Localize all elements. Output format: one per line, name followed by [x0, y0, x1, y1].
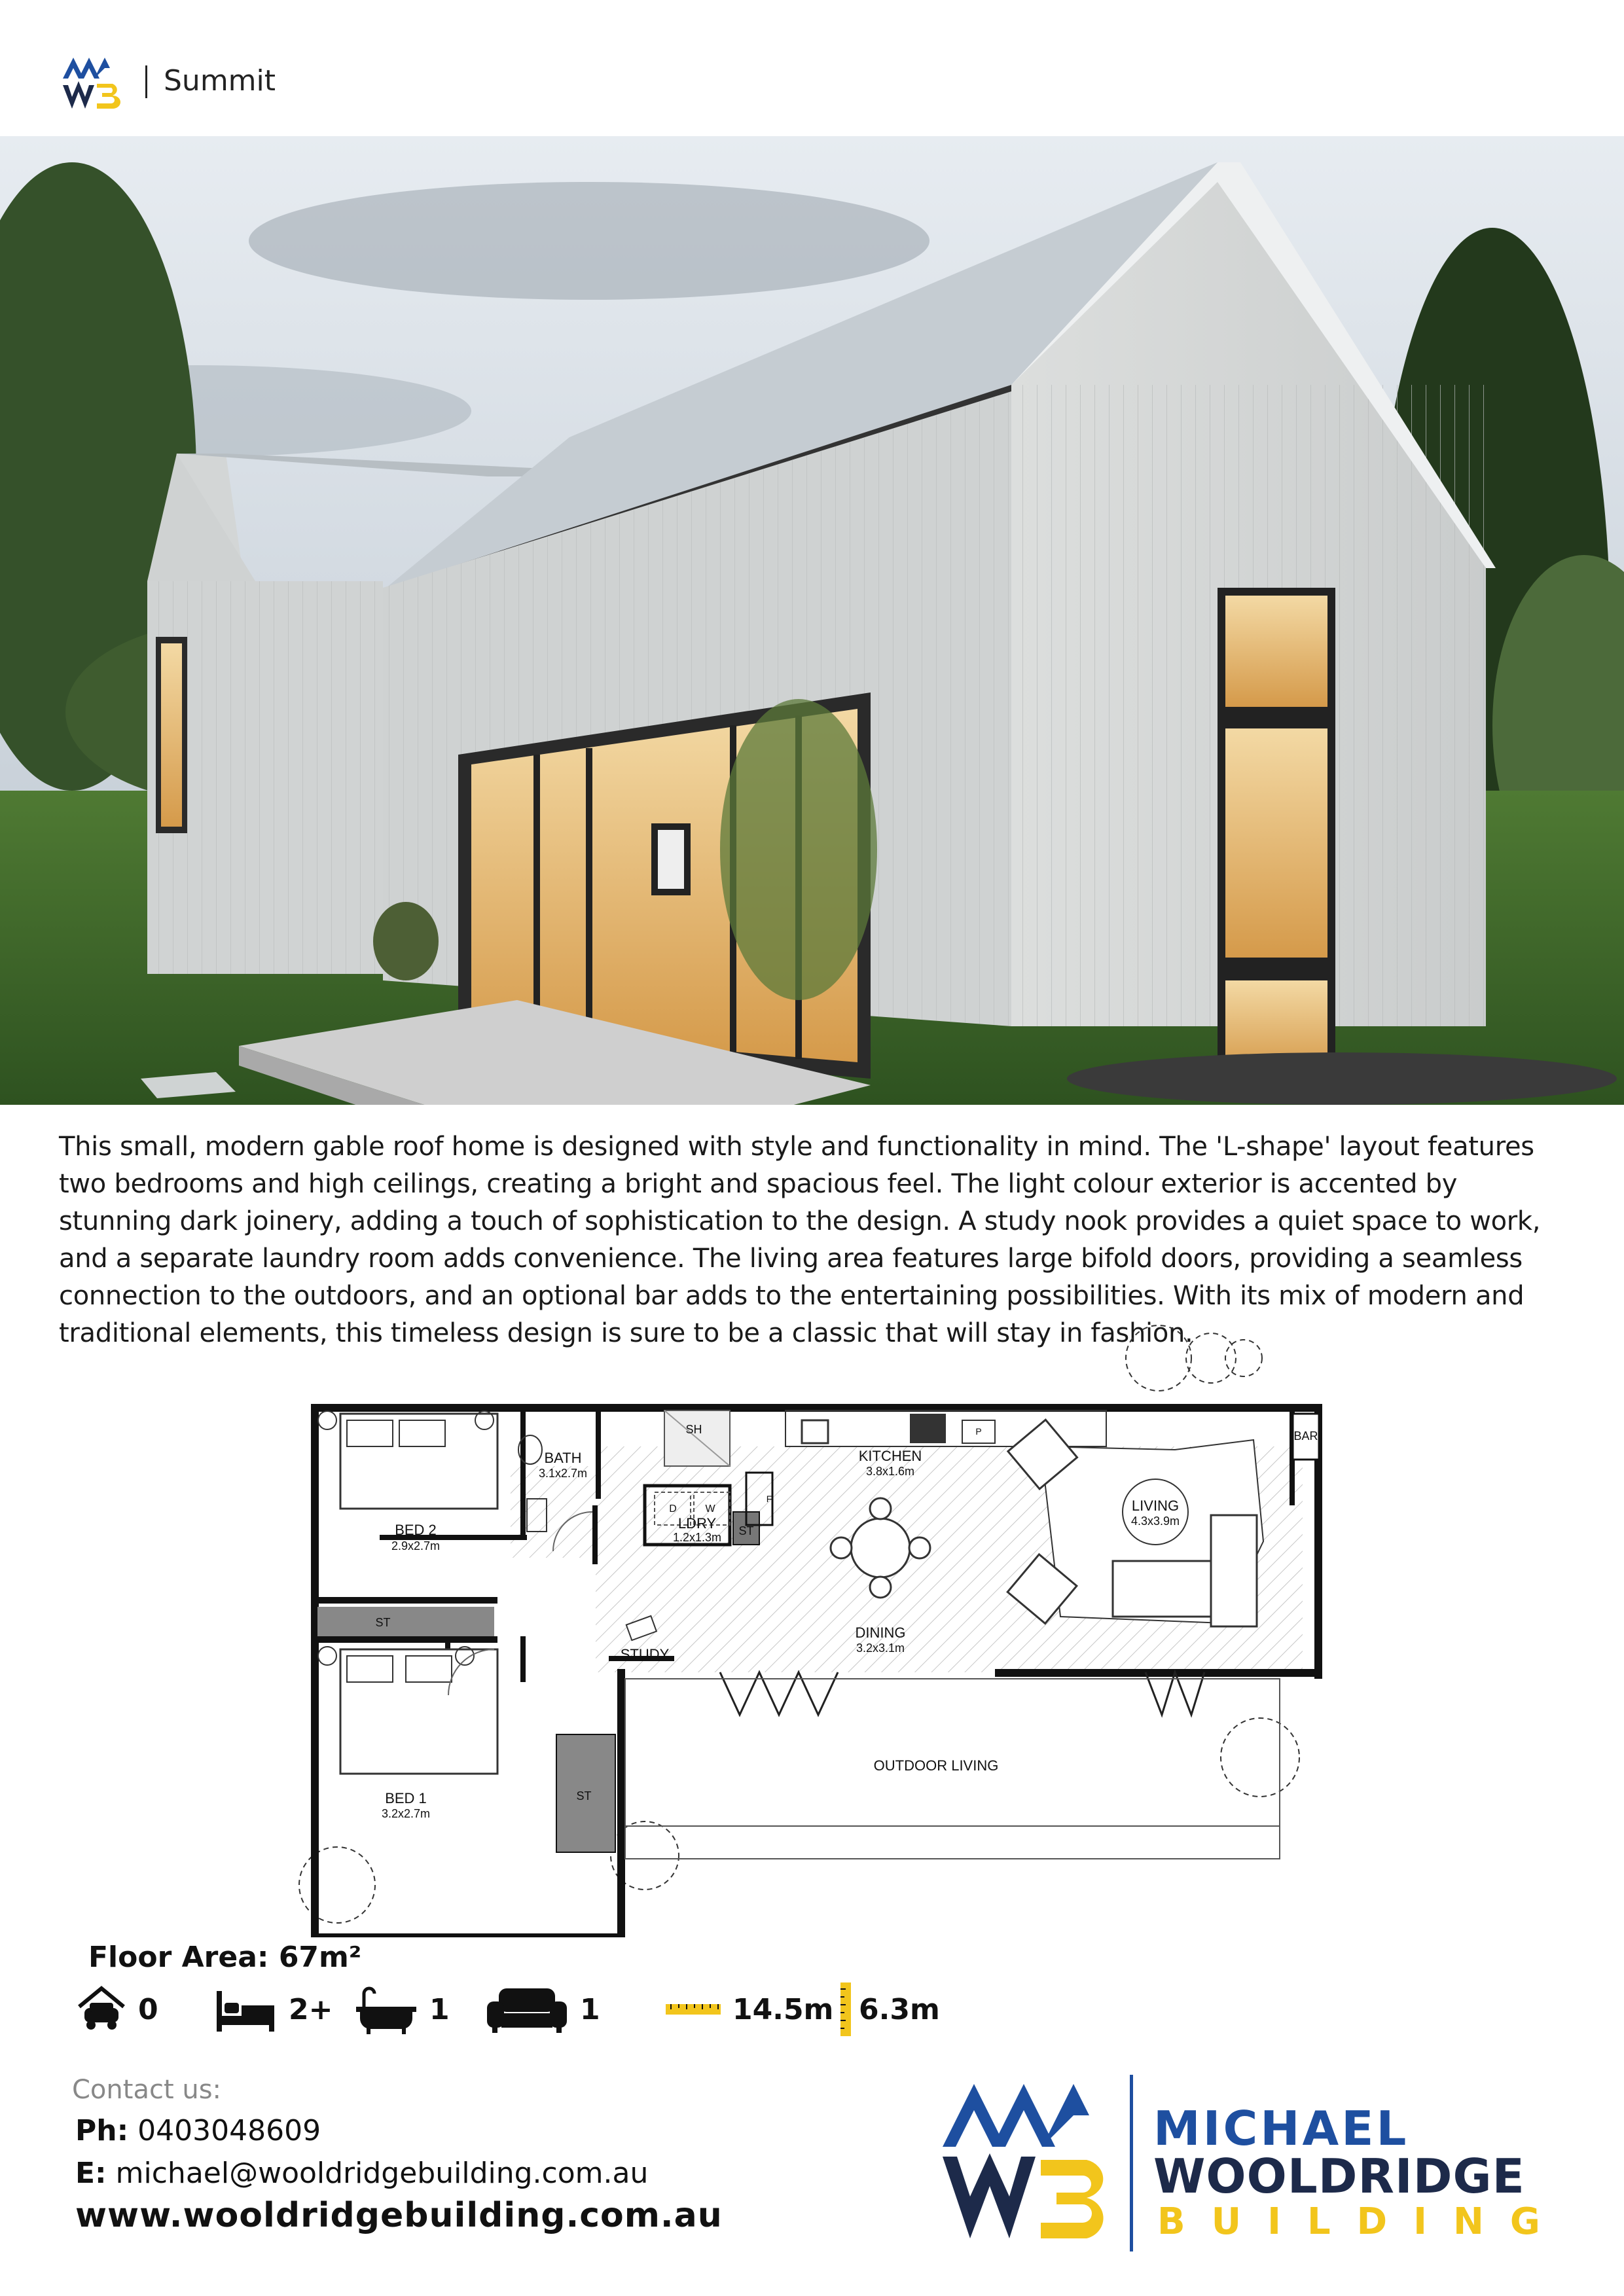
floor-plan [288, 1316, 1322, 1937]
bed2-robe-label: ST [375, 1616, 391, 1629]
bath-size: 3.1x2.7m [538, 1467, 588, 1480]
living-size: 4.3x3.9m [1130, 1515, 1180, 1528]
page-title: Summit [164, 64, 276, 98]
dryer-label: D [669, 1503, 677, 1515]
brand-logo-small [59, 54, 132, 113]
fridge-label: F [766, 1494, 772, 1504]
bath-icon [353, 1983, 419, 2036]
brand-name-line2: WOOLDRIDGE [1153, 2149, 1525, 2204]
garage-icon [75, 1983, 128, 2036]
stat-bedrooms [213, 1983, 333, 2036]
brand-logo-large [936, 2075, 1126, 2251]
bath-label: BATH [544, 1450, 582, 1466]
outdoor-living-label: OUTDOOR LIVING [873, 1757, 999, 1774]
washer-label: W [705, 1503, 715, 1515]
bed-icon [213, 1983, 278, 2036]
kitchen-size: 3.8x1.6m [865, 1465, 915, 1478]
contact-heading: Contact us: [72, 2075, 222, 2105]
website-link[interactable]: www.wooldridgebuilding.com.au [75, 2196, 723, 2235]
width-value: 14.5m [732, 1992, 834, 2026]
shower-label: SH [685, 1423, 702, 1436]
contact-email [75, 2157, 648, 2190]
stat-living [484, 1983, 600, 2036]
bedroom-count: 2+ [289, 1992, 333, 2026]
brand-name-line1: MICHAEL [1153, 2101, 1409, 2156]
contact-phone [75, 2114, 321, 2147]
laundry-st-label: ST [738, 1524, 754, 1537]
kitchen-label: KITCHEN [858, 1448, 922, 1464]
email-label: E: [75, 2157, 107, 2190]
living-label: LIVING [1131, 1498, 1180, 1514]
floor-area: Floor Area: 67m² [88, 1941, 362, 1974]
bed1-robe-label: ST [576, 1789, 592, 1803]
bed1-label: BED 1 [385, 1790, 427, 1806]
stat-width [664, 1983, 833, 2036]
depth-ruler-icon [838, 1981, 854, 2037]
brand-name-line3: BUILDING [1157, 2200, 1566, 2243]
stat-garage [75, 1983, 158, 2036]
bar-label: BAR [1293, 1429, 1318, 1443]
hero-house-image [0, 136, 1624, 1105]
brand-divider [1130, 2075, 1133, 2251]
bathroom-count: 1 [429, 1992, 450, 2026]
depth-value: 6.3m [859, 1992, 940, 2026]
study-label: STUDY [620, 1646, 670, 1662]
living-count: 1 [580, 1992, 600, 2026]
description-text: This small, modern gable roof home is designed with style and functionality in mind. The 'L-shape' layout features two bedrooms and high ceilings, creating a bright and spacious feel. The light colour exterior is accented by stunning dark joinery, adding a touch of sophistication to the design. A study nook provides a quiet space to work, and a separate laundry room adds convenience. The living area features large bifold doors, providing a seamless connection to the outdoors, and an optional bar adds to the entertaining possibilities. With its mix of modern and traditional elements, this timeless design is sure to be a classic that will stay in fashion. [59, 1132, 1541, 1348]
header-divider [145, 65, 147, 98]
bed1-size: 3.2x2.7m [381, 1807, 431, 1820]
email-address[interactable]: michael@wooldridgebuilding.com.au [115, 2157, 649, 2190]
width-ruler-icon [664, 1983, 722, 2036]
pantry-label: P [975, 1426, 982, 1437]
sofa-icon [484, 1983, 569, 2036]
stat-depth [838, 1983, 940, 2036]
phone-label: Ph: [75, 2114, 129, 2147]
garage-count: 0 [138, 1992, 158, 2026]
laundry-size: 1.2x1.3m [672, 1531, 722, 1544]
bed2-size: 2.9x2.7m [391, 1539, 441, 1552]
phone-number[interactable]: 0403048609 [137, 2114, 321, 2147]
bed2-label: BED 2 [395, 1522, 437, 1538]
dining-size: 3.2x3.1m [856, 1641, 905, 1655]
stat-bathrooms [353, 1983, 450, 2036]
laundry-label: LDRY [677, 1515, 717, 1532]
dining-label: DINING [855, 1624, 906, 1641]
